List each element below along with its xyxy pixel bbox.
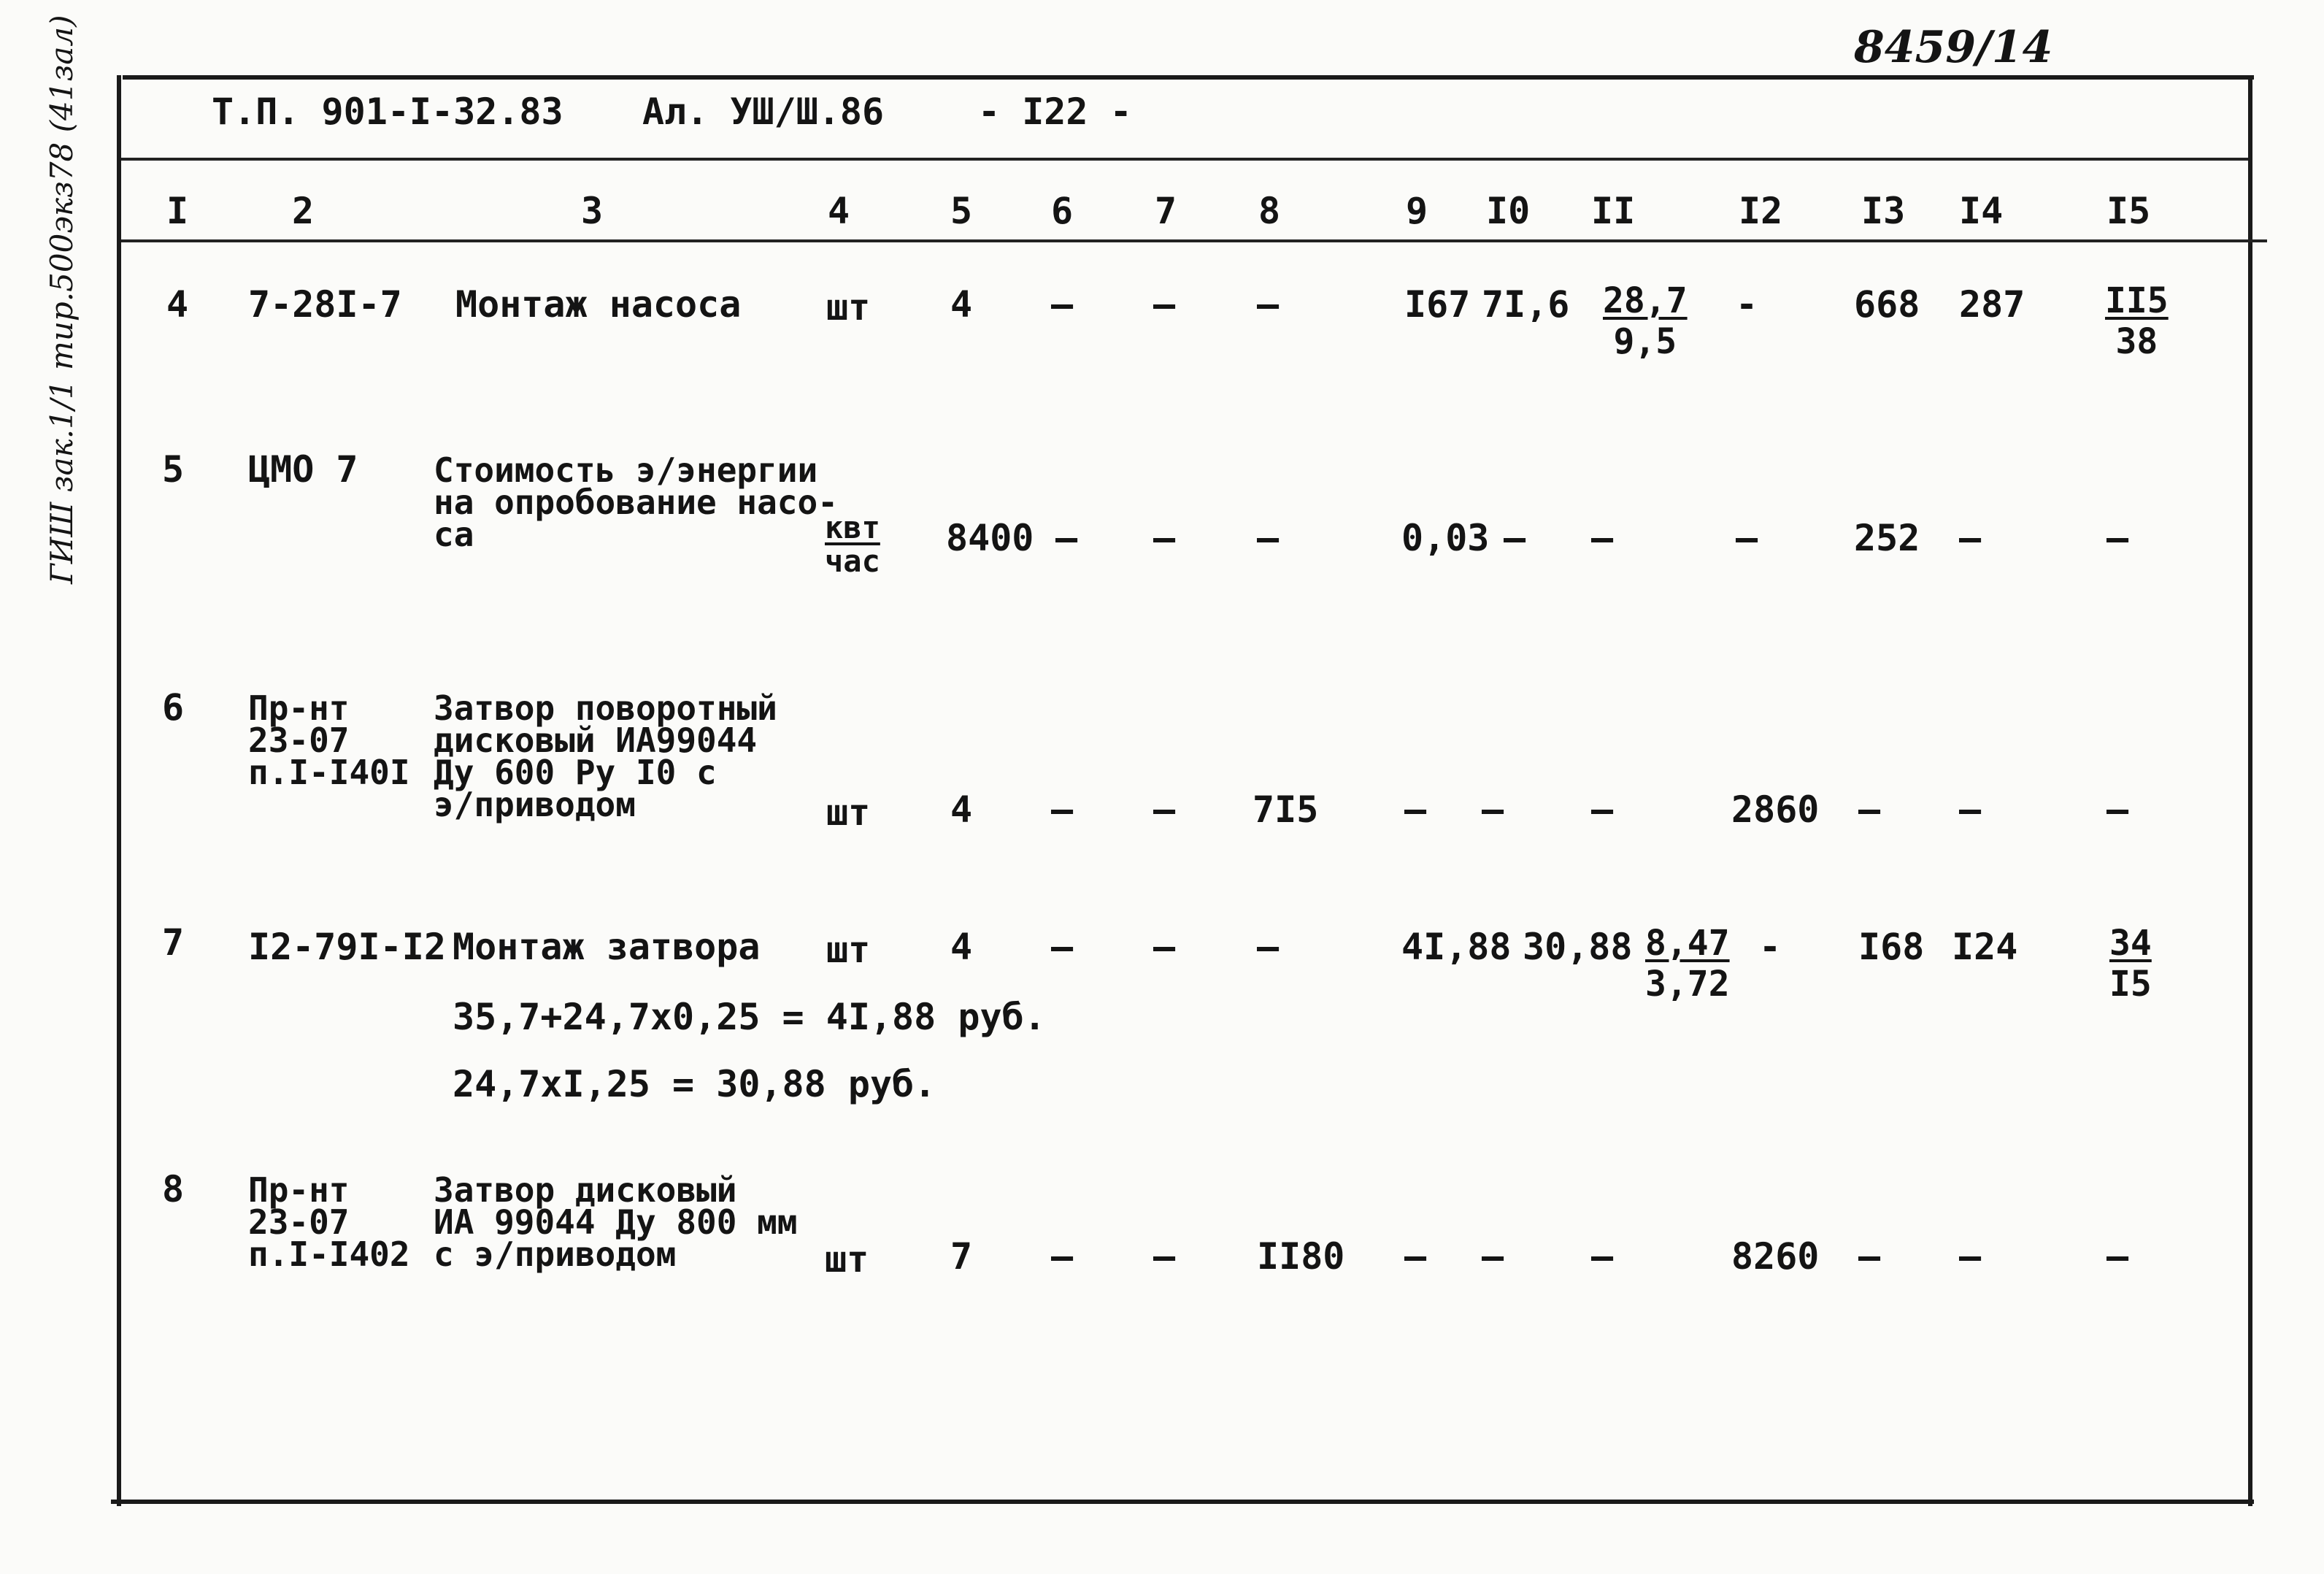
rate-code: 7-28I-7 <box>248 283 402 326</box>
row-number: 5 <box>162 448 185 491</box>
col9-value: 0,03 <box>1401 517 1490 559</box>
rate-code: I2-79I-I2 <box>248 926 446 968</box>
work-description: Монтаж затвора <box>453 926 761 968</box>
col11-value: – <box>1591 788 1614 831</box>
col15-fraction <box>2105 280 2169 362</box>
work-description: Затвор поворотный дисковый ИА99044 Ду 600 Ру I0 с э/приводом <box>434 688 777 824</box>
column-number: 3 <box>581 190 604 232</box>
col8-value: – <box>1257 517 1280 559</box>
col12-value: 2860 <box>1731 788 1820 831</box>
col13-value: – <box>1858 788 1881 831</box>
unit: шт <box>826 929 871 971</box>
column-header-divider <box>121 239 2267 242</box>
margin-note-text: ГИШ зак.1/1 тир.500экз78 (41зал) <box>44 15 80 584</box>
col6-value: – <box>1051 1235 1074 1278</box>
col13-value: 252 <box>1854 517 1920 559</box>
quantity: 7 <box>950 1235 973 1278</box>
col15-denominator: 38 <box>2115 321 2158 362</box>
col11-fraction <box>1645 923 1730 1005</box>
col15-numerator: II5 <box>2105 280 2169 321</box>
col10-value: – <box>1504 517 1526 559</box>
col9-value: – <box>1404 1235 1427 1278</box>
project-code: Т.П. 901-I-32.83 <box>212 91 563 133</box>
col15-value: – <box>2106 517 2129 559</box>
quantity: 4 <box>950 788 973 831</box>
column-number: I5 <box>2106 190 2151 232</box>
quantity: 8400 <box>946 517 1034 559</box>
quantity: 4 <box>950 926 973 968</box>
col11-denominator: 3,72 <box>1645 964 1730 1005</box>
work-description: Стоимость э/энергии на опробование насо- са <box>434 450 838 554</box>
column-number: 6 <box>1051 190 1074 232</box>
col7-value: – <box>1153 1235 1176 1278</box>
column-number: I <box>166 190 189 232</box>
unit-fraction <box>825 511 880 578</box>
col15-numerator: 34 <box>2109 923 2152 964</box>
col13-value: 668 <box>1854 283 1920 326</box>
col8-value: – <box>1257 283 1280 326</box>
calculation-line-2: 24,7хI,25 = 30,88 руб. <box>453 1063 936 1105</box>
rate-code: Пр-нт 23-07 п.I-I40I <box>248 688 410 792</box>
unit: шт <box>825 1238 869 1281</box>
col11-value: – <box>1591 1235 1614 1278</box>
col9-value: 4I,88 <box>1401 926 1512 968</box>
calculation-line-1: 35,7+24,7х0,25 = 4I,88 руб. <box>453 996 1046 1038</box>
unit-denominator: час <box>825 543 880 579</box>
column-number: 8 <box>1258 190 1281 232</box>
col11-numerator: 8,47 <box>1645 923 1730 964</box>
frame-left-border <box>117 75 121 1506</box>
col14-value: – <box>1959 788 1982 831</box>
column-number: I4 <box>1959 190 2004 232</box>
page-number: - I22 - <box>978 91 1132 133</box>
column-number: 4 <box>828 190 850 232</box>
header-divider <box>121 158 2248 161</box>
col15-fraction <box>2109 923 2152 1005</box>
col11-value: – <box>1591 517 1614 559</box>
col13-value: I68 <box>1858 926 1925 968</box>
col14-value: 287 <box>1959 283 2025 326</box>
col6-value: – <box>1051 283 1074 326</box>
col7-value: – <box>1153 517 1176 559</box>
col7-value: – <box>1153 926 1176 968</box>
col15-denominator: I5 <box>2109 964 2152 1005</box>
col10-value: – <box>1482 788 1504 831</box>
row-number: 8 <box>162 1168 185 1210</box>
column-number: 2 <box>292 190 315 232</box>
col15-value: – <box>2106 788 2129 831</box>
rate-code: ЦМО 7 <box>248 448 358 491</box>
col12-value: - <box>1759 926 1782 968</box>
col8-value: II80 <box>1257 1235 1345 1278</box>
unit-numerator: квт <box>825 510 880 545</box>
col14-value: – <box>1959 517 1982 559</box>
col10-value: 7I,6 <box>1482 283 1570 326</box>
row-number: 7 <box>162 921 185 964</box>
col9-value: I67 <box>1404 283 1471 326</box>
col12-value: 8260 <box>1731 1235 1820 1278</box>
column-number: 5 <box>950 190 973 232</box>
album-code: Ал. УШ/Ш.86 <box>642 91 885 133</box>
col6-value: – <box>1055 517 1078 559</box>
row-number: 6 <box>162 686 185 729</box>
col8-value: 7I5 <box>1253 788 1319 831</box>
col12-value: – <box>1736 517 1758 559</box>
quantity: 4 <box>950 283 973 326</box>
col8-value: – <box>1257 926 1280 968</box>
col7-value: – <box>1153 283 1176 326</box>
col10-value: 30,88 <box>1523 926 1633 968</box>
col9-value: – <box>1404 788 1427 831</box>
col7-value: – <box>1153 788 1176 831</box>
row-number: 4 <box>166 283 189 326</box>
col11-numerator: 28,7 <box>1603 280 1688 321</box>
work-description: Монтаж насоса <box>455 283 742 326</box>
work-description: Затвор дисковый ИА 99044 Ду 800 мм с э/приводом <box>434 1170 798 1274</box>
frame-bottom-border <box>111 1500 2254 1504</box>
unit: шт <box>826 286 871 329</box>
col6-value: – <box>1051 926 1074 968</box>
col11-denominator: 9,5 <box>1613 321 1677 362</box>
col10-value: – <box>1482 1235 1504 1278</box>
col14-value: – <box>1959 1235 1982 1278</box>
margin-print-note <box>44 15 102 599</box>
rate-code: Пр-нт 23-07 п.I-I402 <box>248 1170 410 1274</box>
frame-right-border <box>2248 75 2252 1506</box>
column-number: I2 <box>1739 190 1783 232</box>
col13-value: – <box>1858 1235 1881 1278</box>
column-number: I3 <box>1861 190 1906 232</box>
col12-value: - <box>1736 283 1758 326</box>
col6-value: – <box>1051 788 1074 831</box>
unit: шт <box>826 791 871 834</box>
col15-value: – <box>2106 1235 2129 1278</box>
column-number: I0 <box>1486 190 1531 232</box>
column-number: 9 <box>1406 190 1428 232</box>
col14-value: I24 <box>1952 926 2018 968</box>
column-number: II <box>1591 190 1636 232</box>
col11-fraction <box>1603 280 1688 362</box>
column-number: 7 <box>1155 190 1177 232</box>
frame-top-border <box>123 75 2254 80</box>
archive-stamp-number: 8459/14 <box>1854 22 2053 73</box>
